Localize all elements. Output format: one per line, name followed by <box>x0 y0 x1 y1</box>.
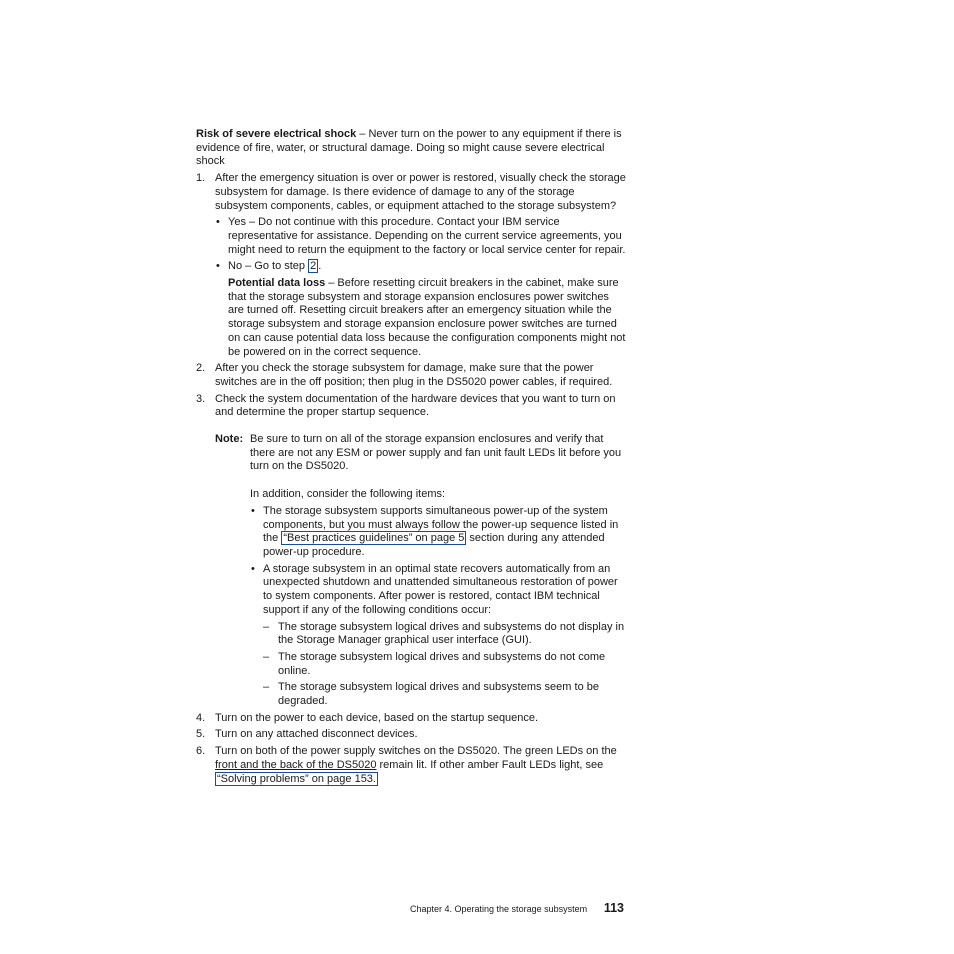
condition-item <box>263 681 626 708</box>
bullet-marker: • <box>251 504 255 517</box>
dash-marker: – <box>263 681 270 694</box>
step-3 <box>196 393 626 709</box>
step-number: 1. <box>196 172 206 185</box>
step-number: 3. <box>196 392 206 405</box>
shock-caution <box>196 128 626 169</box>
step-text: Turn on the power to each device, based on the startup sequence. <box>215 711 539 724</box>
bullet-marker: • <box>216 260 220 273</box>
note-bullet-recovery <box>250 563 626 709</box>
step-text: Turn on any attached disconnect devices. <box>215 728 418 741</box>
note-items <box>215 488 626 709</box>
solving-problems-link[interactable]: “Solving problems” on page 153. <box>217 772 376 785</box>
note <box>215 433 626 474</box>
bullet-marker: • <box>251 562 255 575</box>
step-number: 5. <box>196 728 206 741</box>
dash-marker: – <box>263 650 270 663</box>
step-text: After you check the storage subsystem for damage, make sure that the power switches are in the off position; then plug in the DS5020 power cables, if required. <box>215 362 613 388</box>
condition-text: The storage subsystem logical drives and subsystems do not come online. <box>278 650 606 677</box>
condition-item <box>263 651 626 678</box>
bullet-text: Yes – Do not continue with this procedure. Contact your IBM service representative for assistance. Depending on the current service agreements, you might need to return the equipment to the factory or local service center for repair. <box>228 216 626 256</box>
step-text: After the emergency situation is over or power is restored, visually check the storage subsystem for damage. Is there evidence of damage to any of the storage subsystem components, cables, or equipment attached to the storage subsystem? <box>215 172 626 212</box>
note-label: Note: <box>215 433 244 446</box>
condition-item <box>263 621 626 648</box>
step-6 <box>196 745 626 786</box>
step-1 <box>196 172 626 359</box>
step-4 <box>196 712 626 726</box>
data-loss-text: – Before resetting circuit breakers in the cabinet, make sure that the storage subsystem and storage expansion enclosures power switches are turned off. Resetting circuit breakers after an emergency situation while the storage subsystem and storage expansion enclosure power switches are turned on can cause potential data loss because the configuration components might not be powered on in the correct sequence. <box>228 277 626 358</box>
page-number: 113 <box>603 901 624 915</box>
data-loss-attention <box>215 277 626 359</box>
bullet-no <box>215 260 626 274</box>
best-practices-link[interactable]: “Best practices guidelines” on page 5 <box>283 532 465 545</box>
page-body <box>196 128 626 786</box>
bullet-text-end: section during any attended power-up procedure. <box>263 532 605 558</box>
step-2-link[interactable]: 2 <box>310 260 317 273</box>
footer-chapter: Chapter 4. Operating the storage subsystem <box>410 904 588 914</box>
caution-text: – Never turn on the power to any equipment if there is evidence of fire, water, or structural damage. Doing so might cause severe electrical shock <box>196 128 622 168</box>
bullet-marker: • <box>216 216 220 229</box>
caution-title: Risk of severe electrical shock <box>196 128 357 140</box>
note-text: Be sure to turn on all of the storage expansion enclosures and verify that there are not any ESM or power supply and fan unit fault LEDs lit before you turn on the DS5020. <box>250 433 622 473</box>
bullet-text-end: . <box>318 260 322 273</box>
condition-text: The storage subsystem logical drives and subsystems seem to be degraded. <box>278 681 599 708</box>
bullet-text: The storage subsystem supports simultaneous power-up of the system components, but you must always follow the power-up sequence listed in the <box>263 504 619 545</box>
step-text: Check the system documentation of the hardware devices that you want to turn on and determine the proper startup sequence. <box>215 392 616 419</box>
step-5 <box>196 728 626 742</box>
step-number: 4. <box>196 711 206 724</box>
bullet-text: No – Go to step <box>228 260 309 273</box>
step-number: 2. <box>196 362 206 375</box>
step-text: Turn on both of the power supply switches on the DS5020. The green LEDs on the <box>215 745 617 758</box>
bullet-text: A storage subsystem in an optimal state recovers automatically from an unexpected shutdown and unattended simultaneous restoration of power to system components. After power is restored, contact IBM technical support if any of the following conditions occur: <box>263 562 618 616</box>
step-number: 6. <box>196 745 206 758</box>
step-2 <box>196 362 626 389</box>
dash-marker: – <box>263 620 270 633</box>
bullet-yes <box>215 216 626 257</box>
note-additional: In addition, consider the following items: <box>250 488 446 501</box>
front-back-link[interactable]: front and the back of the DS5020 <box>215 758 377 771</box>
step-text-middle: remain lit. If other amber Fault LEDs light, see <box>376 758 604 771</box>
data-loss-title: Potential data loss <box>228 277 326 290</box>
page-footer <box>410 901 624 917</box>
note-bullet-power-up <box>250 505 626 560</box>
condition-text: The storage subsystem logical drives and subsystems do not display in the Storage Manager graphical user interface (GUI). <box>278 620 625 647</box>
